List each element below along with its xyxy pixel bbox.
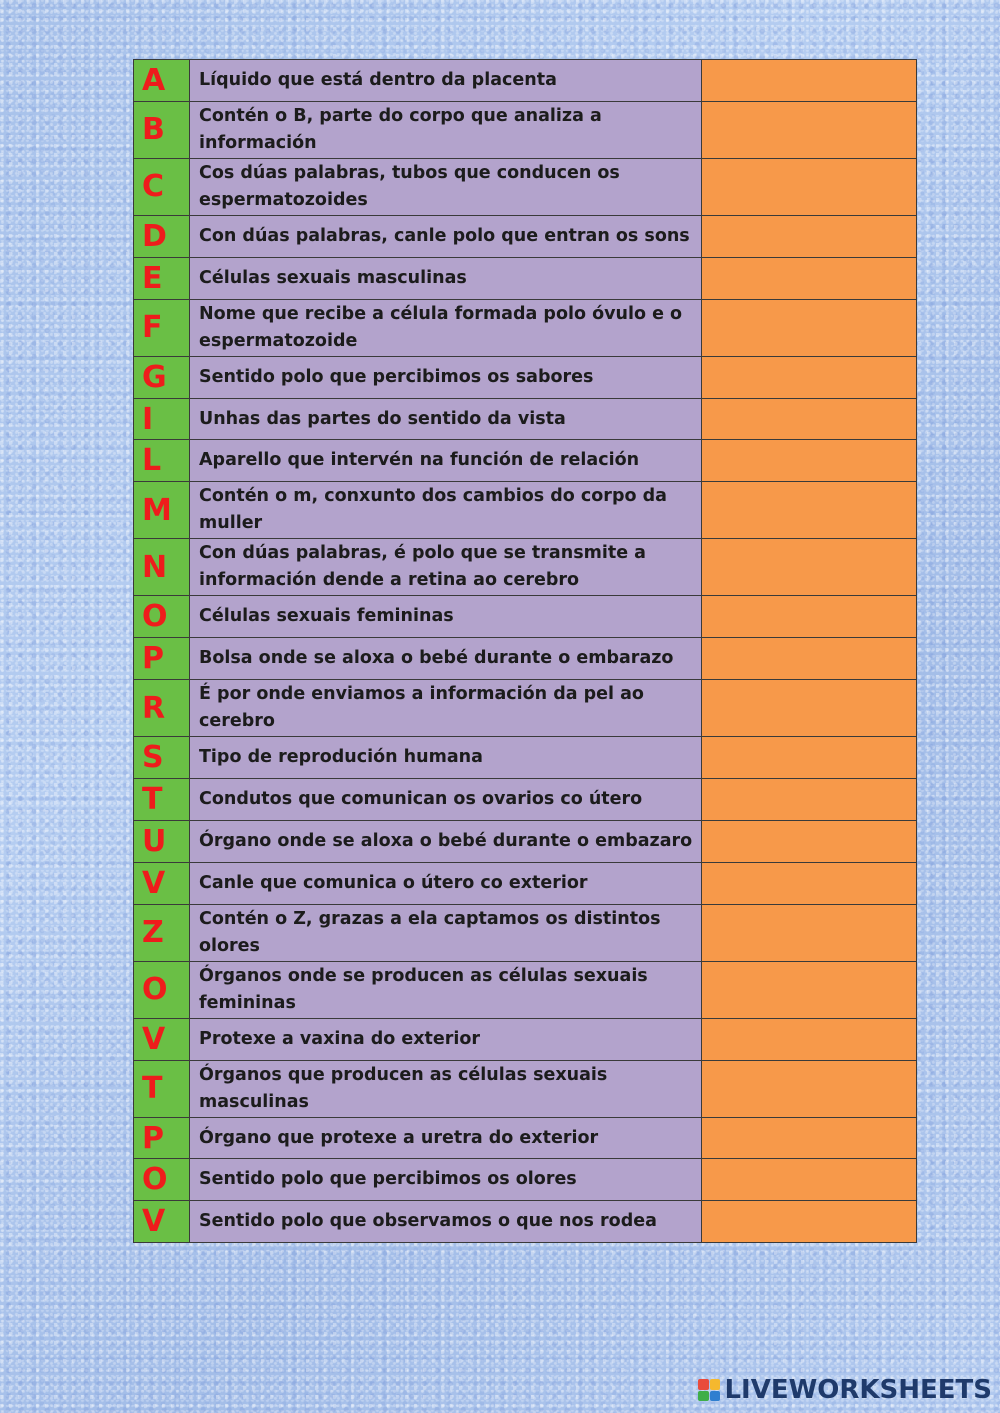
- row-clue: Células sexuais masculinas: [190, 257, 702, 299]
- answer-input[interactable]: [702, 216, 916, 257]
- table-row: [134, 862, 917, 904]
- row-letter: O: [134, 961, 190, 1018]
- answer-input[interactable]: [702, 1019, 916, 1060]
- row-clue: Contén o m, conxunto dos cambios do corpo da muller: [190, 482, 702, 539]
- row-clue: Cos dúas palabras, tubos que conducen os espermatozoides: [190, 158, 702, 215]
- answer-cell: [702, 257, 917, 299]
- answer-cell: [702, 820, 917, 862]
- answer-input[interactable]: [702, 1159, 916, 1200]
- row-clue: Protexe a vaxina do exterior: [190, 1018, 702, 1060]
- row-clue: Condutos que comunican os ovarios co útero: [190, 779, 702, 821]
- answer-input[interactable]: [702, 680, 916, 736]
- table-row: [134, 1060, 917, 1117]
- table-row: [134, 1117, 917, 1159]
- row-clue: Células sexuais femininas: [190, 596, 702, 638]
- answer-input[interactable]: [702, 258, 916, 299]
- row-clue: Aparello que intervén na función de relación: [190, 440, 702, 482]
- row-clue: Nome que recibe a célula formada polo óvulo e o espermatozoide: [190, 299, 702, 356]
- answer-input[interactable]: [702, 1201, 916, 1242]
- answer-cell: [702, 158, 917, 215]
- row-letter: E: [134, 257, 190, 299]
- answer-cell: [702, 101, 917, 158]
- row-clue: Tipo de reprodución humana: [190, 737, 702, 779]
- row-letter: M: [134, 482, 190, 539]
- row-letter: R: [134, 680, 190, 737]
- answer-cell: [702, 680, 917, 737]
- row-clue: Órganos que producen as células sexuais masculinas: [190, 1060, 702, 1117]
- answer-cell: [702, 737, 917, 779]
- row-letter: A: [134, 60, 190, 102]
- row-letter: F: [134, 299, 190, 356]
- table-row: [134, 539, 917, 596]
- answer-input[interactable]: [702, 357, 916, 398]
- table-row: [134, 904, 917, 961]
- row-letter: U: [134, 820, 190, 862]
- table-row: [134, 820, 917, 862]
- answer-input[interactable]: [702, 539, 916, 595]
- row-clue: Unhas das partes do sentido da vista: [190, 398, 702, 440]
- row-letter: N: [134, 539, 190, 596]
- answer-input[interactable]: [702, 821, 916, 862]
- table-row: [134, 1201, 917, 1243]
- row-clue: É por onde enviamos a información da pel ao cerebro: [190, 680, 702, 737]
- row-clue: Líquido que está dentro da placenta: [190, 60, 702, 102]
- row-clue: Órganos onde se producen as células sexuais femininas: [190, 961, 702, 1018]
- answer-input[interactable]: [702, 863, 916, 904]
- answer-input[interactable]: [702, 737, 916, 778]
- table-row: [134, 257, 917, 299]
- row-clue: Bolsa onde se aloxa o bebé durante o embarazo: [190, 638, 702, 680]
- row-letter: I: [134, 398, 190, 440]
- row-letter: L: [134, 440, 190, 482]
- answer-cell: [702, 961, 917, 1018]
- word-list-table: [133, 59, 917, 1243]
- row-clue: Órgano que protexe a uretra do exterior: [190, 1117, 702, 1159]
- answer-input[interactable]: [702, 638, 916, 679]
- row-clue: Contén o B, parte do corpo que analiza a información: [190, 101, 702, 158]
- answer-cell: [702, 1060, 917, 1117]
- row-clue: Órgano onde se aloxa o bebé durante o embazaro: [190, 820, 702, 862]
- table-row: [134, 215, 917, 257]
- answer-input[interactable]: [702, 300, 916, 356]
- row-letter: V: [134, 1201, 190, 1243]
- answer-input[interactable]: [702, 440, 916, 481]
- answer-cell: [702, 398, 917, 440]
- row-letter: T: [134, 779, 190, 821]
- answer-input[interactable]: [702, 399, 916, 440]
- answer-cell: [702, 1159, 917, 1201]
- answer-input[interactable]: [702, 905, 916, 961]
- row-clue: Con dúas palabras, é polo que se transmite a información dende a retina ao cerebro: [190, 539, 702, 596]
- answer-cell: [702, 1018, 917, 1060]
- row-letter: P: [134, 638, 190, 680]
- row-letter: Z: [134, 904, 190, 961]
- answer-cell: [702, 299, 917, 356]
- table-row: [134, 356, 917, 398]
- table-row: [134, 299, 917, 356]
- answer-cell: [702, 638, 917, 680]
- answer-cell: [702, 440, 917, 482]
- liveworksheets-logo: [698, 1375, 992, 1405]
- row-letter: S: [134, 737, 190, 779]
- table-row: [134, 596, 917, 638]
- table-row: [134, 680, 917, 737]
- answer-cell: [702, 596, 917, 638]
- table-row: [134, 398, 917, 440]
- answer-cell: [702, 1201, 917, 1243]
- answer-cell: [702, 862, 917, 904]
- row-clue: Con dúas palabras, canle polo que entran os sons: [190, 215, 702, 257]
- row-clue: Sentido polo que observamos o que nos rodea: [190, 1201, 702, 1243]
- table-row: [134, 961, 917, 1018]
- table-row: [134, 1018, 917, 1060]
- answer-cell: [702, 779, 917, 821]
- row-letter: C: [134, 158, 190, 215]
- row-letter: T: [134, 1060, 190, 1117]
- row-clue: Contén o Z, grazas a ela captamos os distintos olores: [190, 904, 702, 961]
- table-row: [134, 440, 917, 482]
- answer-input[interactable]: [702, 482, 916, 538]
- word-list-body: [134, 60, 917, 1243]
- table-row: [134, 482, 917, 539]
- row-letter: O: [134, 596, 190, 638]
- row-letter: O: [134, 1159, 190, 1201]
- row-letter: B: [134, 101, 190, 158]
- table-row: [134, 1159, 917, 1201]
- answer-cell: [702, 356, 917, 398]
- row-clue: Canle que comunica o útero co exterior: [190, 862, 702, 904]
- answer-input[interactable]: [702, 596, 916, 637]
- row-letter: D: [134, 215, 190, 257]
- liveworksheets-logo-icon: [698, 1379, 720, 1401]
- answer-input[interactable]: [702, 779, 916, 820]
- answer-input[interactable]: [702, 1118, 916, 1159]
- table-row: [134, 737, 917, 779]
- answer-cell: [702, 539, 917, 596]
- answer-cell: [702, 482, 917, 539]
- answer-input[interactable]: [702, 962, 916, 1018]
- answer-cell: [702, 215, 917, 257]
- row-letter: G: [134, 356, 190, 398]
- table-row: [134, 638, 917, 680]
- row-letter: V: [134, 1018, 190, 1060]
- table-row: [134, 158, 917, 215]
- answer-input[interactable]: [702, 159, 916, 215]
- table-row: [134, 101, 917, 158]
- table-row: [134, 779, 917, 821]
- answer-cell: [702, 904, 917, 961]
- answer-input[interactable]: [702, 60, 916, 101]
- table-row: [134, 60, 917, 102]
- row-letter: V: [134, 862, 190, 904]
- answer-cell: [702, 60, 917, 102]
- row-clue: Sentido polo que percibimos os olores: [190, 1159, 702, 1201]
- answer-cell: [702, 1117, 917, 1159]
- answer-input[interactable]: [702, 102, 916, 158]
- answer-input[interactable]: [702, 1061, 916, 1117]
- row-letter: P: [134, 1117, 190, 1159]
- row-clue: Sentido polo que percibimos os sabores: [190, 356, 702, 398]
- logo-text: LIVEWORKSHEETS: [724, 1375, 992, 1405]
